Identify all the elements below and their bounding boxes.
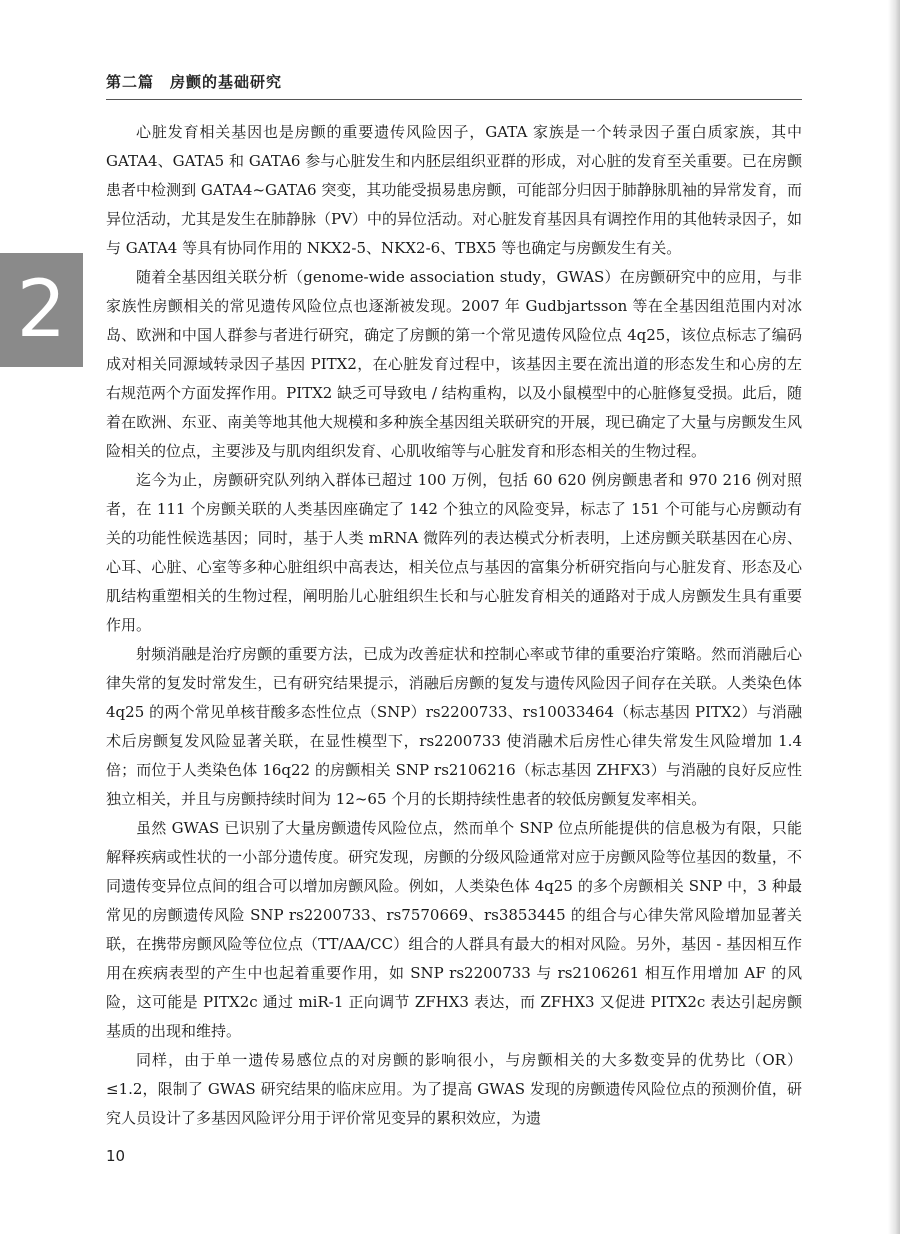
paragraph-3: 迄今为止，房颤研究队列纳入群体已超过 100 万例，包括 60 620 例房颤患者和 970 216 例对照者，在 111 个房颤关联的人类基因座确定了 142 个独立的风险变异，标志了 151 个可能与心房颤动有关的功能性候选基因；同时，基于人类 mRNA 微阵列的表达模式分析表明，上述房颤关联基因在心房、心耳、心脏、心室等多种心脏组织中高表达，相关位点与基因的富集分析研究指向与心脏发育、形态及心肌结构重塑相关的生物过程，阐明胎儿心脏组织生长和与心脏发育相关的通路对于成人房颤发生具有重要作用。 xyxy=(106,471,802,634)
paragraph-2: 随着全基因组关联分析（genome-wide association study，GWAS）在房颤研究中的应用，与非家族性房颤相关的常见遗传风险位点也逐渐被发现。2007 年 Gudbjartsson 等在全基因组范围内对冰岛、欧洲和中国人群参与者进行研究，确定了房颤的第一个常见遗传风险位点 4q25，该位点标志了编码成对相关同源域转录因子基因 PITX2，在心脏发育过程中，该基因主要在流出道的形态发生和心房的左右规范两个方面发挥作用。PITX2 缺乏可导致电 / 结构重构，以及小鼠模型中的心脏修复受损。此后，随着在欧洲、东亚、南美等地其他大规模和多种族全基因组关联研究的开展，现已确定了大量与房颤发生风险相关的位点，主要涉及与肌肉组织发育、心肌收缩等与心脏发育和形态相关的生物过程。 xyxy=(106,268,802,460)
paragraph-6: 同样，由于单一遗传易感位点的对房颤的影响很小，与房颤相关的大多数变异的优势比（OR）≤1.2，限制了 GWAS 研究结果的临床应用。为了提高 GWAS 发现的房颤遗传风险位点的预测价值，研究人员设计了多基因风险评分用于评价常见变异的累积效应，为遗 xyxy=(106,1051,802,1127)
header-divider xyxy=(106,99,802,100)
running-header: 第二篇 房颤的基础研究 xyxy=(106,73,283,91)
paragraph-1: 心脏发育相关基因也是房颤的重要遗传风险因子，GATA 家族是一个转录因子蛋白质家族，其中 GATA4、GATA5 和 GATA6 参与心脏发生和内胚层组织亚群的形成，对心脏的发育至关重要。已在房颤患者中检测到 GATA4~GATA6 突变，其功能受损易患房颤，可能部分归因于肺静脉肌袖的异常发育，而异位活动，尤其是发生在肺静脉（PV）中的异位活动。对心脏发育基因具有调控作用的其他转录因子，如与 GATA4 等具有协同作用的 NKX2-5、NKX2-6、TBX5 等也确定与房颤发生有关。 xyxy=(106,123,802,257)
paragraph-4: 射频消融是治疗房颤的重要方法，已成为改善症状和控制心率或节律的重要治疗策略。然而消融后心律失常的复发时常发生，已有研究结果提示，消融后房颤的复发与遗传风险因子间存在关联。人类染色体 4q25 的两个常见单核苷酸多态性位点（SNP）rs2200733、rs10033464（标志基因 PITX2）与消融术后房颤复发风险显著关联，在显性模型下，rs2200733 使消融术后房性心律失常发生风险增加 1.4 倍；而位于人类染色体 16q22 的房颤相关 SNP rs2106216（标志基因 ZHFX3）与消融的良好反应性独立相关，并且与房颤持续时间为 12~65 个月的长期持续性患者的较低房颤复发率相关。 xyxy=(106,645,802,808)
page-edge-shadow xyxy=(888,0,900,1234)
chapter-tab: 2 xyxy=(0,253,83,367)
body-text xyxy=(106,118,802,1133)
paragraph-5: 虽然 GWAS 已识别了大量房颤遗传风险位点，然而单个 SNP 位点所能提供的信息极为有限，只能解释疾病或性状的一小部分遗传度。研究发现，房颤的分级风险通常对应于房颤风险等位基因的数量，不同遗传变异位点间的组合可以增加房颤风险。例如，人类染色体 4q25 的多个房颤相关 SNP 中，3 种最常见的房颤遗传风险 SNP rs2200733、rs7570669、rs3853445 的组合与心律失常风险增加显著关联，在携带房颤风险等位位点（TT/AA/CC）组合的人群具有最大的相对风险。另外，基因 - 基因相互作用在疾病表型的产生中也起着重要作用，如 SNP rs2200733 与 rs2106261 相互作用增加 AF 的风险，这可能是 PITX2c 通过 miR-1 正向调节 ZFHX3 表达，而 ZFHX3 又促进 PITX2c 表达引起房颤基质的出现和维持。 xyxy=(106,819,802,1040)
page-number: 10 xyxy=(106,1147,126,1165)
